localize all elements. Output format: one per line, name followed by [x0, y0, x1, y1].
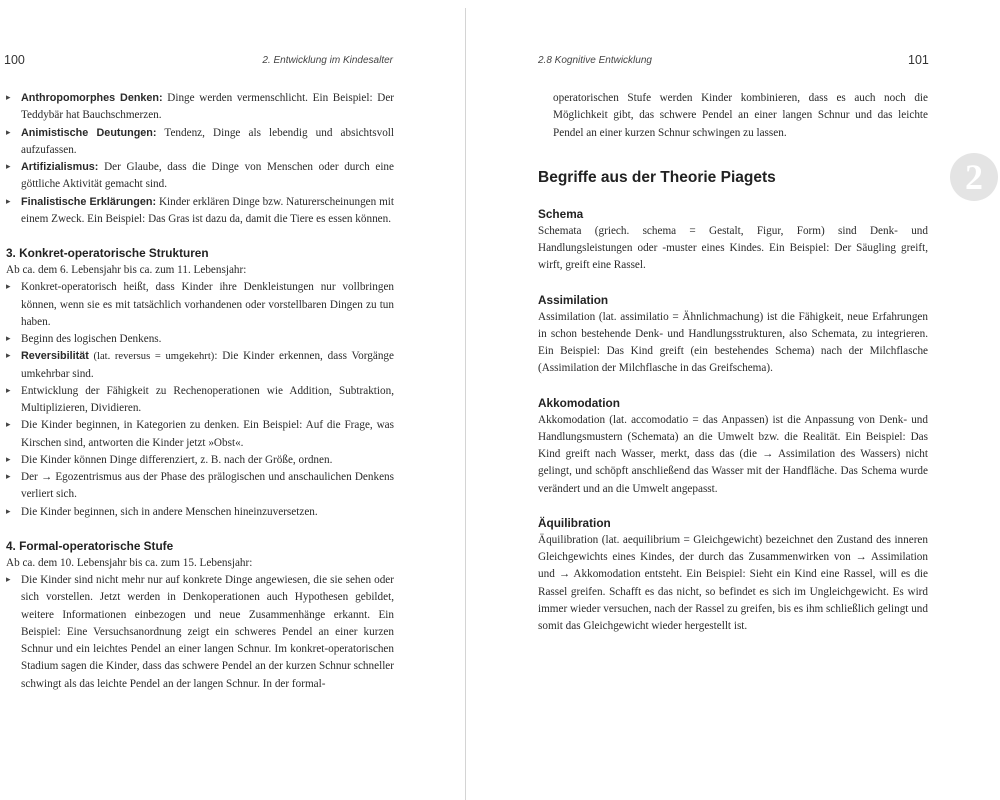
list-item	[6, 383, 394, 418]
section-3-list	[6, 279, 394, 521]
left-running-head: 2. Entwicklung im Kindesalter	[262, 55, 393, 66]
continuation-paragraph: operatorischen Stufe werden Kinder kombinieren, dass es auch noch die Möglichkeit gibt, das schwere Pendel an einer langen Schnur und das leichte Pendel an einer kurzen Schnur schwingen zu lassen.	[553, 92, 928, 139]
left-page	[0, 0, 465, 800]
list-item	[6, 90, 394, 125]
item-text: Die Kinder sind nicht mehr nur auf konkrete Dinge angewiesen, die sie sehen oder sich vorstellen. Jetzt werden in Denkoperationen auch Hypothesen gebildet, weitere Informationen einbezogen und neue Zusammenhänge erkannt. Ein Beispiel: Eine Versuchsanordnung zeigt ein schweres Pendel an einer kurzen Schnur und ein leichtes Pendel an einer langen Schnur. Im konkret-operatorischen Stadium sagen die Kinder, dass das schwere Pendel an der kurzen Schnur schneller schwingt als das leichte Pendel an der langen Schnur. In der formal-	[21, 574, 394, 690]
right-column	[538, 90, 928, 635]
term-body-schema: Schemata (griech. schema = Gestalt, Figur, Form) sind Denk- und Handlungsleistungen oder -muster eines Kindes. Ein Beispiel: Der Säugling greift, wirft, greift eine Rassel.	[538, 224, 928, 272]
term-text: Der Glaube, dass die Dinge von Menschen oder durch eine göttliche Aktivität gemacht sind.	[21, 161, 394, 191]
item-text: : Die Kinder erkennen, dass Vorgänge umkehrbar sind.	[21, 350, 394, 380]
right-running-head: 2.8 Kognitive Entwicklung	[538, 55, 652, 66]
chapter-marker-badge: 2	[950, 153, 998, 201]
term-label: Artifizialismus:	[21, 161, 99, 173]
item-text: Beginn des logischen Denkens.	[21, 333, 162, 345]
term-text: Dinge werden vermenschlicht. Ein Beispiel: Der Teddybär hat Bauchschmerzen.	[21, 92, 395, 122]
term-text: Kinder erklären Dinge bzw. Naturerscheinungen mit einem Zweck. Ein Beispiel: Das Gras ist dazu da, damit die Tiere es essen können.	[21, 195, 395, 225]
latin-gloss: (lat. reversus = umgekehrt)	[88, 351, 215, 363]
term-body-assimilation: Assimilation (lat. assimilatio = Ähnlichmachung) ist die Fähigkeit, neue Erfahrungen in schon bestehende Denk- und Handlungsstrukturen, also Schemata, zu integrieren. Ein Beispiel: Das Kind greift (ein bestehendes Schema) nach der Milchflasche (Assimilation der Milchflasche in das Greifschema).	[538, 310, 928, 375]
term-label: Reversibilität	[21, 350, 89, 363]
item-text: Konkret-operatorisch heißt, dass Kinder ihre Denkleistungen nur vollbringen können, wenn sie es mit tatsächlich vorhandenen oder vorstellbaren Dingen zu tun haben.	[21, 281, 394, 328]
list-item	[6, 194, 394, 229]
term-label: Finalistische Erklärungen:	[21, 195, 157, 208]
section-heading: Begriffe aus der Theorie Piagets	[538, 168, 776, 186]
term-label: Anthropomorphes Denken:	[21, 92, 163, 104]
term-heading-assimilation: Assimilation	[538, 292, 609, 307]
term-text: Tendenz, Dinge als lebendig und absichtsvoll aufzufassen.	[21, 126, 394, 156]
list-item	[6, 331, 394, 348]
list-item	[6, 452, 394, 469]
section-4-heading: 4. Formal-operatorische Stufe	[6, 538, 174, 553]
list-item	[6, 469, 394, 504]
left-column	[6, 90, 394, 693]
right-page	[466, 0, 1000, 800]
section-4-intro: Ab ca. dem 10. Lebensjahr bis ca. zum 15. Lebensjahr:	[6, 556, 253, 569]
left-page-number: 100	[4, 53, 25, 67]
term-body-akkomodation: Akkomodation (lat. accomodatio = das Anpassen) ist die Anpassung von Denk- und Handlungsmustern (Schemata) an die Umwelt bzw. die Realität. Ein Beispiel: Das Kind greift nach Wasser, merkt, dass das (die → Assimilation des Wassers) nicht gelingt, und schöpft anschließend das Wasser mit der Handfläche. Das Schema wurde verändert und an die Umwelt angepasst.	[538, 413, 928, 495]
right-page-number: 101	[908, 53, 929, 67]
list-item	[6, 348, 394, 383]
section-3-intro: Ab ca. dem 6. Lebensjahr bis ca. zum 11. Lebensjahr:	[6, 264, 247, 276]
term-body-aequilibration: Äquilibration (lat. aequilibrium = Gleichgewicht) bezeichnet den Zustand des inneren Gleichgewichts eines Kindes, der durch das Zusammenwirken von → Assimilation und → Akkomodation entsteht. Ein Beispiel: Sieht ein Kind eine Rassel, will es die Rassel greifen. Schafft es das nicht, so befindet es sich im Ungleichgewicht. Es wird immer wieder versuchen, nach der Rassel zu greifen, bis es ihm schließlich gelingt und somit das Gleichgewicht wieder hergestellt ist.	[538, 533, 928, 632]
term-heading-aequilibration: Äquilibration	[538, 515, 611, 530]
item-text: Die Kinder beginnen, in Kategorien zu denken. Ein Beispiel: Auf die Frage, was Kirschen sind, antworten die Kinder jetzt »Obst«.	[21, 419, 394, 449]
list-item	[6, 417, 394, 452]
list-item	[6, 279, 394, 331]
term-heading-schema: Schema	[538, 206, 584, 221]
item-text: Die Kinder können Dinge differenziert, z. B. nach der Größe, ordnen.	[21, 453, 333, 466]
list-item	[6, 159, 394, 194]
section-3-heading: 3. Konkret-operatorische Strukturen	[6, 246, 209, 260]
item-text: Der → Egozentrismus aus der Phase des prälogischen und anschaulichen Denkens verliert sich.	[21, 471, 394, 501]
term-heading-akkomodation: Akkomodation	[538, 395, 620, 410]
top-bullet-list	[6, 90, 394, 228]
section-4-list	[6, 572, 394, 693]
term-label: Animistische Deutungen:	[21, 126, 157, 139]
list-item	[6, 125, 394, 160]
item-text: Entwicklung der Fähigkeit zu Rechenoperationen wie Addition, Subtraktion, Multiplizieren, Dividieren.	[21, 384, 394, 414]
list-item	[6, 504, 394, 521]
item-text: Die Kinder beginnen, sich in andere Menschen hineinzuversetzen.	[21, 505, 318, 518]
list-item	[6, 572, 394, 693]
